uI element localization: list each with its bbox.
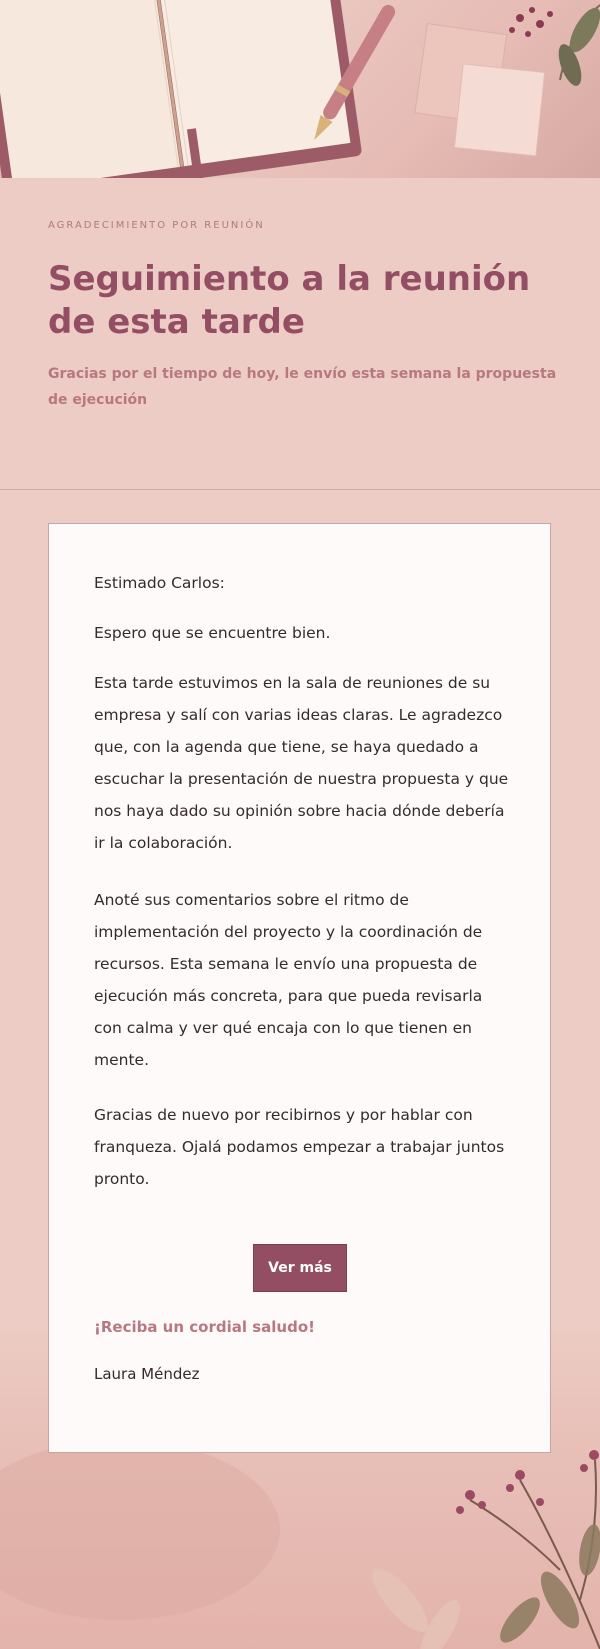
letter-greeting: Estimado Carlos:	[94, 574, 225, 592]
letter-paragraph-3: Anoté sus comentarios sobre el ritmo de implementación del proyecto y la coordinación de recursos. Esta semana le envío una propuesta de ejecución más concreta, para que pueda revisarla con calma y ver qué encaja con lo que tienen en mente.	[94, 891, 483, 1069]
page-title: Seguimiento a la reunión de esta tarde	[48, 259, 531, 342]
hero-image	[0, 0, 600, 178]
notebook-pen-flowers-image	[0, 0, 600, 178]
signature: Laura Méndez	[94, 1365, 200, 1383]
letter-paragraph-2: Esta tarde estuvimos en la sala de reuniones de su empresa y salí con varias ideas claras. Le agradezco que, con la agenda que tiene, se haya quedado a escuchar la presentación de nuestra propuesta y que nos haya dado su opinión sobre hacia dónde debería ir la colaboración.	[94, 674, 509, 852]
closing-line: ¡Reciba un cordial saludo!	[94, 1318, 315, 1336]
letter-paragraph-4: Gracias de nuevo por recibirnos y por hablar con franqueza. Ojalá podamos empezar a trabajar juntos pronto.	[94, 1106, 505, 1188]
letter-paragraph-1: Espero que se encuentre bien.	[94, 624, 331, 642]
subtitle: Gracias por el tiempo de hoy, le envío esta semana la propuesta de ejecución	[48, 366, 557, 408]
ver-mas-button[interactable]: Ver más	[253, 1244, 347, 1292]
eyebrow-label: AGRADECIMIENTO POR REUNIÓN	[48, 220, 265, 231]
